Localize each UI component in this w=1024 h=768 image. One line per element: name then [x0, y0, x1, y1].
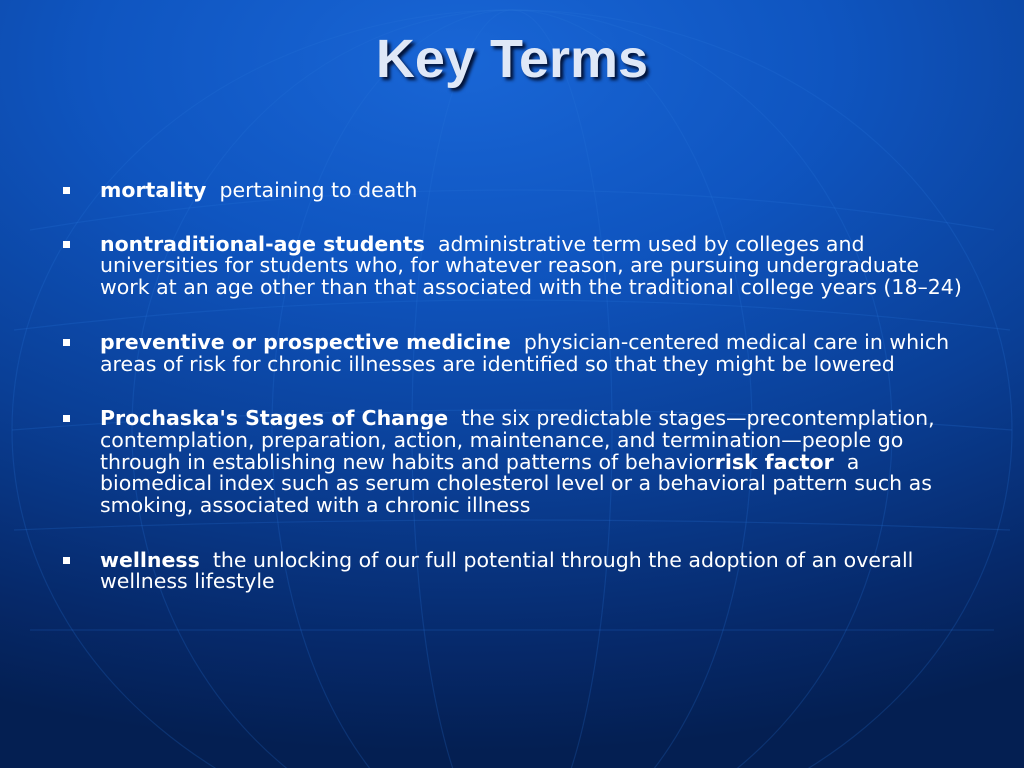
term-definition: physician-centered medical care in which areas of risk for chronic illnesses are identified so that they might be lowered: [100, 329, 950, 376]
term-definition: the unlocking of our full potential through the adoption of an overall wellness lifestyle: [100, 547, 914, 594]
square-bullet-icon: [63, 557, 70, 564]
term-item-preventive-medicine: [60, 329, 965, 376]
term-definition: administrative term used by colleges and universities for students who, for whatever reason, are pursuing undergraduate work at an age other than that associated with the traditional college years (18–24): [100, 231, 962, 300]
term-definition-risk-factor: a biomedical index such as serum cholesterol level or a behavioral pattern such as smoking, associated with a chronic illness: [100, 449, 932, 518]
term-item-mortality: [60, 180, 965, 202]
term-item-prochaska-stages-of-change: [60, 408, 965, 517]
square-bullet-icon: [63, 415, 70, 422]
term-item-nontraditional-age-students: [60, 231, 965, 300]
term-name: Prochaska's Stages of Change: [100, 406, 449, 431]
term-name: wellness: [100, 547, 200, 572]
term-definition: pertaining to death: [219, 178, 418, 202]
square-bullet-icon: [63, 241, 70, 248]
term-name: mortality: [100, 178, 207, 202]
square-bullet-icon: [63, 187, 70, 194]
slide-title: Key Terms: [375, 29, 649, 89]
square-bullet-icon: [63, 339, 70, 346]
term-name: preventive or prospective medicine: [100, 329, 511, 354]
term-name-risk-factor: risk factor: [714, 449, 834, 474]
term-definition: the six predictable stages—precontemplation, contemplation, preparation, action, maintenance, and termination—people go through in establishing new habits and patterns of behavior: [100, 406, 935, 474]
key-terms-list: [60, 180, 965, 626]
term-item-wellness: [60, 547, 965, 594]
term-name: nontraditional-age students: [100, 231, 425, 256]
